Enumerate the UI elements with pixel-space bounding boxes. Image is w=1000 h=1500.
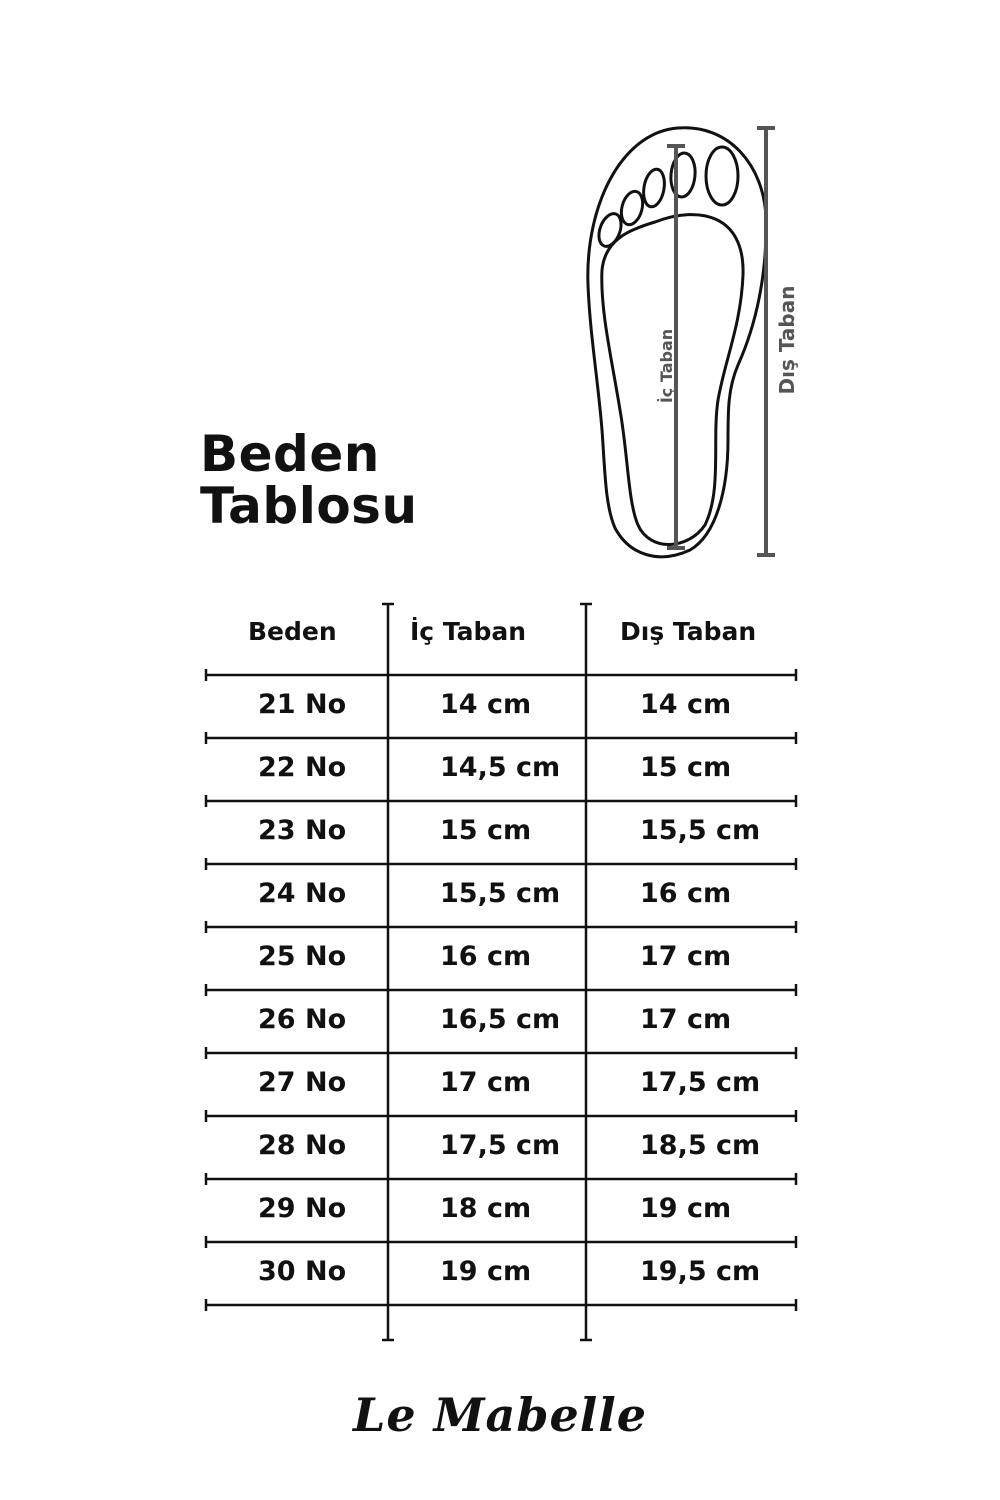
brand-logo: Le Mabelle <box>353 1388 647 1442</box>
table-cell-size: 23 No <box>258 815 347 846</box>
table-cell-inner: 16,5 cm <box>440 1004 561 1035</box>
size-table <box>200 600 800 1345</box>
table-cell-size: 29 No <box>258 1193 347 1224</box>
table-cell-size: 30 No <box>258 1256 347 1287</box>
inner-sole-label: İç Taban <box>657 328 676 404</box>
table-cell-size: 21 No <box>258 689 347 720</box>
table-header-inner: İç Taban <box>410 617 527 646</box>
toe-2 <box>618 189 646 227</box>
table-cell-outer: 17 cm <box>640 1004 732 1035</box>
table-cell-inner: 16 cm <box>440 941 532 972</box>
table-cell-size: 24 No <box>258 878 347 909</box>
page-title <box>200 425 418 535</box>
table-cell-inner: 15,5 cm <box>440 878 561 909</box>
table-cell-outer: 18,5 cm <box>640 1130 761 1161</box>
outer-sole-label: Dış Taban <box>775 285 799 395</box>
table-header-size: Beden <box>248 617 337 646</box>
table-cell-outer: 19 cm <box>640 1193 732 1224</box>
table-cell-outer: 19,5 cm <box>640 1256 761 1287</box>
table-cell-outer: 17 cm <box>640 941 732 972</box>
table-cell-outer: 15 cm <box>640 752 732 783</box>
table-cell-inner: 18 cm <box>440 1193 532 1224</box>
table-cell-inner: 15 cm <box>440 815 532 846</box>
table-header-outer: Dış Taban <box>620 617 757 646</box>
table-cell-size: 28 No <box>258 1130 347 1161</box>
table-cell-inner: 14 cm <box>440 689 532 720</box>
page-title-line-1: Beden <box>200 425 380 483</box>
toe-4 <box>669 152 697 198</box>
table-cell-inner: 17 cm <box>440 1067 532 1098</box>
page-title-line-2: Tablosu <box>200 477 418 535</box>
table-cell-inner: 17,5 cm <box>440 1130 561 1161</box>
table-cell-size: 27 No <box>258 1067 347 1098</box>
table-cell-inner: 19 cm <box>440 1256 532 1287</box>
table-cell-inner: 14,5 cm <box>440 752 561 783</box>
table-cell-outer: 17,5 cm <box>640 1067 761 1098</box>
toe-3 <box>641 168 667 209</box>
table-cell-size: 22 No <box>258 752 347 783</box>
table-cell-outer: 14 cm <box>640 689 732 720</box>
table-cell-outer: 16 cm <box>640 878 732 909</box>
table-cell-size: 26 No <box>258 1004 347 1035</box>
table-cell-size: 25 No <box>258 941 347 972</box>
foot-measure-diagram <box>560 110 820 580</box>
toe-5 <box>706 147 738 205</box>
table-cell-outer: 15,5 cm <box>640 815 761 846</box>
